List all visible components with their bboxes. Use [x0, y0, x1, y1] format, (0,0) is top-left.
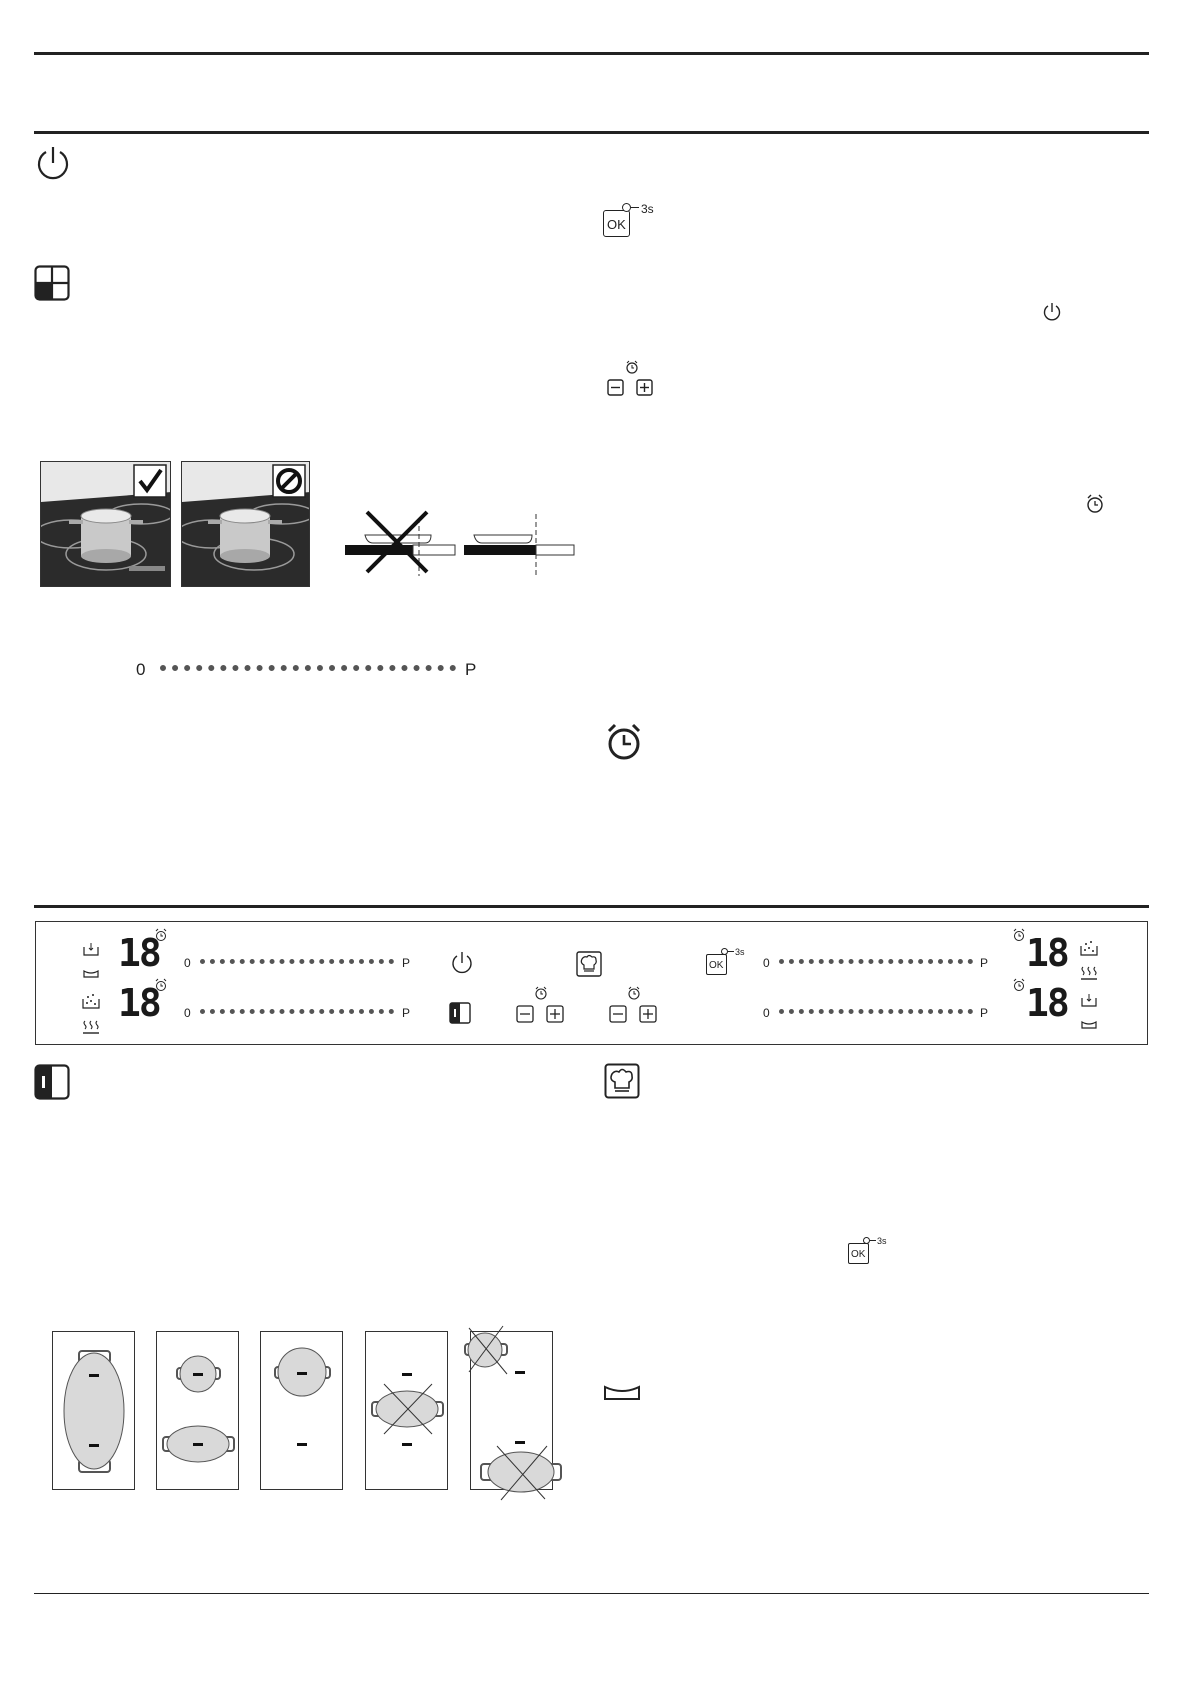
slider-front-left[interactable]: [200, 1009, 394, 1014]
slider-front-left-end: P: [402, 1006, 411, 1020]
bubbles-icon[interactable]: [82, 993, 100, 1009]
pot-tap-icon[interactable]: [83, 942, 99, 956]
timer-control-right[interactable]: [609, 986, 659, 1024]
checkmark-icon: [133, 464, 167, 498]
ok-lock-icon-small: [848, 1237, 894, 1267]
bridge-large-oval-pan-diagram: [52, 1331, 135, 1490]
alarm-clock-icon-small: [1084, 493, 1106, 515]
steam-icon[interactable]: [82, 1020, 100, 1036]
slider-front-left-start: 0: [184, 1006, 191, 1020]
power-icon-small: [1042, 302, 1062, 322]
prohibited-icon: [272, 464, 306, 498]
slider-rear-right-start: 0: [763, 956, 770, 970]
quarter-zone-icon: [34, 265, 70, 301]
level-scale-end: P: [465, 660, 477, 679]
alarm-clock-icon: [154, 978, 168, 992]
top-rule: [34, 52, 1149, 55]
alarm-clock-icon: [604, 722, 644, 762]
pot-tap-icon[interactable]: [1081, 993, 1097, 1007]
slider-rear-left[interactable]: [200, 959, 394, 964]
control-panel: [35, 921, 1148, 1045]
zone-display-front-right: 18: [1026, 981, 1068, 1025]
slider-front-right-end: P: [980, 1006, 989, 1020]
slider-rear-right-end: P: [980, 956, 989, 970]
pan-icon: [604, 1385, 640, 1401]
bridge-two-pans-diagram: [156, 1331, 239, 1490]
zone-display-rear-right: 18: [1026, 931, 1068, 975]
control-panel-rule: [34, 905, 1149, 908]
chef-hat-icon: [604, 1063, 640, 1099]
alarm-clock-icon: [1012, 978, 1026, 992]
section-rule: [34, 131, 1149, 134]
ok-lock-button[interactable]: [706, 948, 752, 978]
slider-rear-right[interactable]: [779, 959, 973, 964]
pan-icon[interactable]: [1081, 1020, 1097, 1030]
pan-icon[interactable]: [83, 969, 99, 979]
bridge-button[interactable]: [449, 1002, 471, 1024]
ok-lock-label: OK: [709, 960, 724, 971]
ok-lock-label: OK: [607, 217, 626, 232]
alarm-clock-icon: [1012, 928, 1026, 942]
bridge-pan-centered-wrong-diagram: [365, 1331, 448, 1490]
chef-hat-button[interactable]: [576, 951, 602, 977]
ok-lock-duration: 3s: [877, 1236, 887, 1246]
pan-overhang-wrong-diagram: [343, 508, 458, 578]
steam-icon[interactable]: [1080, 966, 1098, 982]
bubbles-icon[interactable]: [1080, 940, 1098, 956]
timer-control-left[interactable]: [516, 986, 566, 1024]
level-scale-start: 0: [136, 660, 146, 679]
ok-lock-duration: 3s: [735, 947, 745, 957]
power-button[interactable]: [450, 951, 474, 975]
level-scale-slider[interactable]: [160, 665, 456, 671]
power-icon: [34, 144, 72, 182]
slider-rear-left-start: 0: [184, 956, 191, 970]
timer-minus-plus-icon: [607, 360, 657, 398]
alarm-clock-icon: [154, 928, 168, 942]
bridge-one-pan-rear-diagram: [260, 1331, 343, 1490]
zone-display-front-left: 18: [118, 981, 160, 1025]
bridge-pans-offset-wrong-diagram: [470, 1331, 553, 1490]
ok-lock-duration: 3s: [641, 202, 654, 216]
footer-rule: [34, 1593, 1149, 1594]
slider-front-right-start: 0: [763, 1006, 770, 1020]
slider-front-right[interactable]: [779, 1009, 973, 1014]
ok-lock-label: OK: [851, 1249, 866, 1260]
slider-rear-left-end: P: [402, 956, 411, 970]
pan-edge-correct-diagram: [462, 508, 577, 578]
ok-lock-icon: [603, 203, 659, 239]
bridge-zone-icon: [34, 1064, 70, 1100]
zone-display-rear-left: 18: [118, 931, 160, 975]
